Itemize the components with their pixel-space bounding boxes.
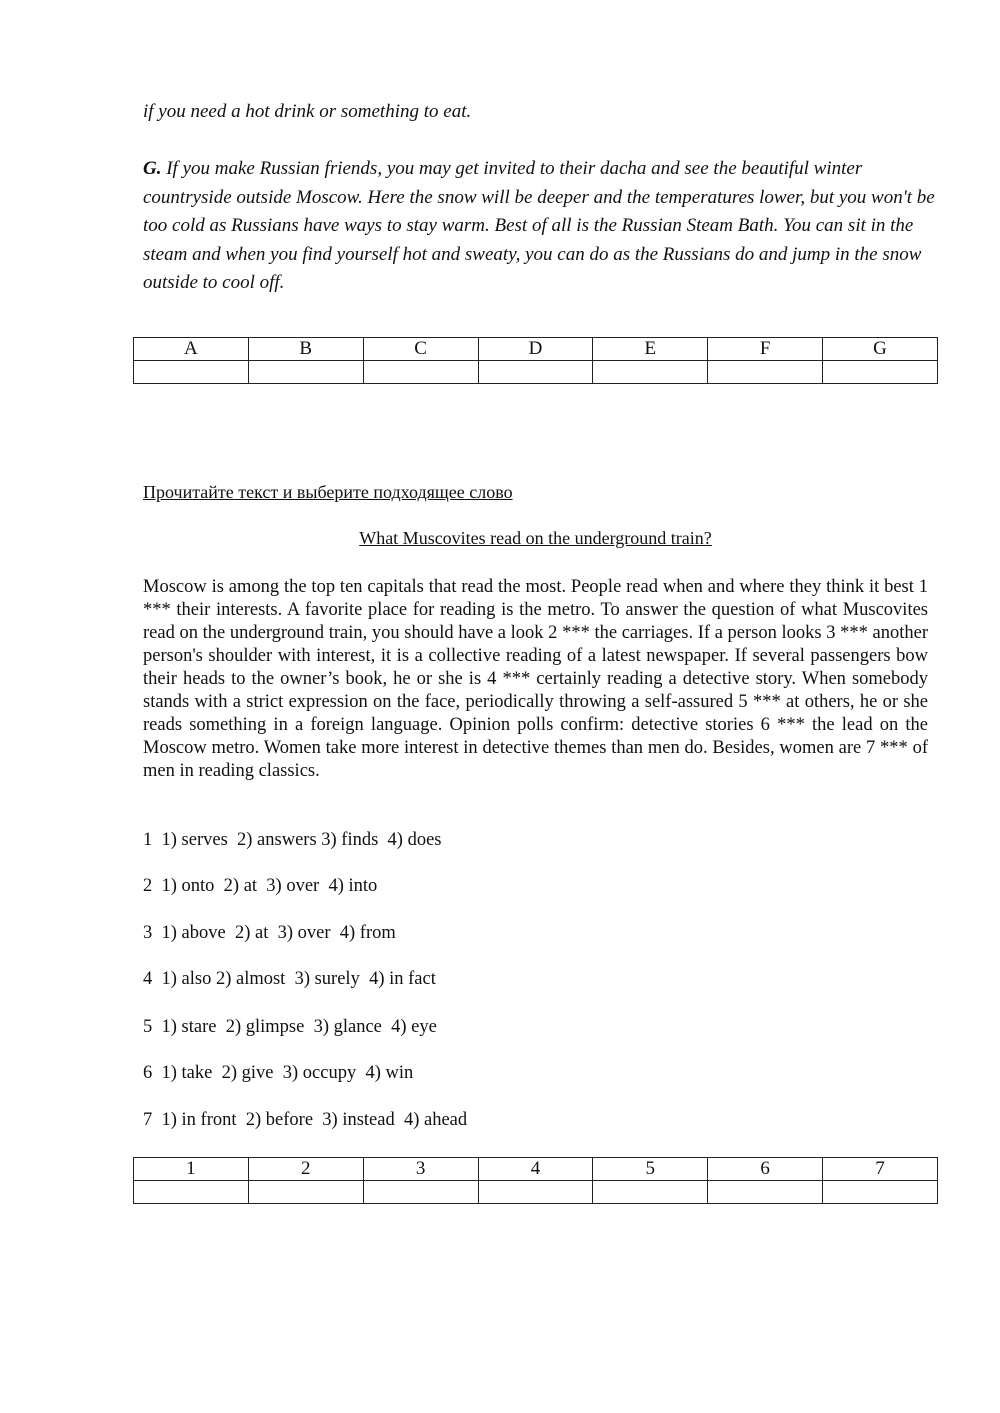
letter-answer-grid xyxy=(133,337,938,384)
answer-cell[interactable] xyxy=(363,1181,478,1204)
answer-cell[interactable] xyxy=(708,361,823,384)
answer-cell[interactable] xyxy=(248,1181,363,1204)
option-line-4: 4 1) also 2) almost 3) surely 4) in fact xyxy=(143,969,436,989)
option-line-5: 5 1) stare 2) glimpse 3) glance 4) eye xyxy=(143,1017,437,1037)
answer-cell[interactable] xyxy=(248,361,363,384)
letter-grid-header-row xyxy=(134,338,938,361)
answer-cell[interactable] xyxy=(134,1181,249,1204)
grid-header-cell: B xyxy=(248,338,363,361)
task-instruction: Прочитайте текст и выберите подходящее слово xyxy=(143,482,513,502)
grid-header-cell: A xyxy=(134,338,249,361)
grid-header-cell: 7 xyxy=(823,1158,938,1181)
answer-cell[interactable] xyxy=(134,361,249,384)
grid-header-cell: 4 xyxy=(478,1158,593,1181)
answer-cell[interactable] xyxy=(823,361,938,384)
text-title xyxy=(143,528,928,549)
answer-cell[interactable] xyxy=(593,361,708,384)
grid-header-cell: 1 xyxy=(134,1158,249,1181)
grid-header-cell: G xyxy=(823,338,938,361)
answer-cell[interactable] xyxy=(363,361,478,384)
option-line-6: 6 1) take 2) give 3) occupy 4) win xyxy=(143,1063,414,1083)
option-line-3: 3 1) above 2) at 3) over 4) from xyxy=(143,923,396,943)
reading-text: Moscow is among the top ten capitals that read the most. People read when and where they think it best 1 *** their interests. A favorite place for reading is the metro. To answer the question of what Muscovites read on the underground train, you should have a look 2 *** the carriages. If a person looks 3 *** another person's shoulder with interest, it is a collective reading of a latest newspaper. If several passengers bow their heads to the owner’s book, he or she is 4 *** certainly reading a detective story. When somebody stands with a strict expression on the face, periodically throwing a self-assured 5 *** at others, he or she reads something in a foreign language. Opinion polls confirm: detective stories 6 *** the lead on the Moscow metro. Women take more interest in detective themes than men do. Besides, women are 7 *** of men in reading classics. xyxy=(143,577,928,781)
grid-header-cell: D xyxy=(478,338,593,361)
grid-header-cell: 3 xyxy=(363,1158,478,1181)
grid-header-cell: E xyxy=(593,338,708,361)
number-answer-grid xyxy=(133,1157,938,1204)
option-line-2: 2 1) onto 2) at 3) over 4) into xyxy=(143,876,378,896)
paragraph-g-letter: G. xyxy=(143,158,162,179)
answer-cell[interactable] xyxy=(478,1181,593,1204)
grid-header-cell: 2 xyxy=(248,1158,363,1181)
paragraph-g-text: If you make Russian friends, you may get invited to their dacha and see the beautiful winter countryside outside Moscow. Here the snow will be deeper and the temperatures lower, but you won't be too cold as Russians have ways to stay warm. Best of all is the Russian Steam Bath. You can sit in the steam and when you find yourself hot and sweaty, you can do as the Russians do and jump in the snow outside to cool off. xyxy=(143,158,935,293)
number-grid-answer-row xyxy=(134,1181,938,1204)
grid-header-cell: 5 xyxy=(593,1158,708,1181)
answer-cell[interactable] xyxy=(823,1181,938,1204)
answer-cell[interactable] xyxy=(593,1181,708,1204)
text-title-label: What Muscovites read on the underground train? xyxy=(359,528,712,548)
answer-cell[interactable] xyxy=(708,1181,823,1204)
paragraph-g xyxy=(143,155,943,298)
letter-grid-answer-row xyxy=(134,361,938,384)
option-line-7: 7 1) in front 2) before 3) instead 4) ahead xyxy=(143,1110,468,1130)
number-grid-header-row xyxy=(134,1158,938,1181)
grid-header-cell: F xyxy=(708,338,823,361)
option-line-1: 1 1) serves 2) answers 3) finds 4) does xyxy=(143,830,442,850)
intro-line: if you need a hot drink or something to eat. xyxy=(143,101,472,122)
grid-header-cell: 6 xyxy=(708,1158,823,1181)
answer-cell[interactable] xyxy=(478,361,593,384)
grid-header-cell: C xyxy=(363,338,478,361)
